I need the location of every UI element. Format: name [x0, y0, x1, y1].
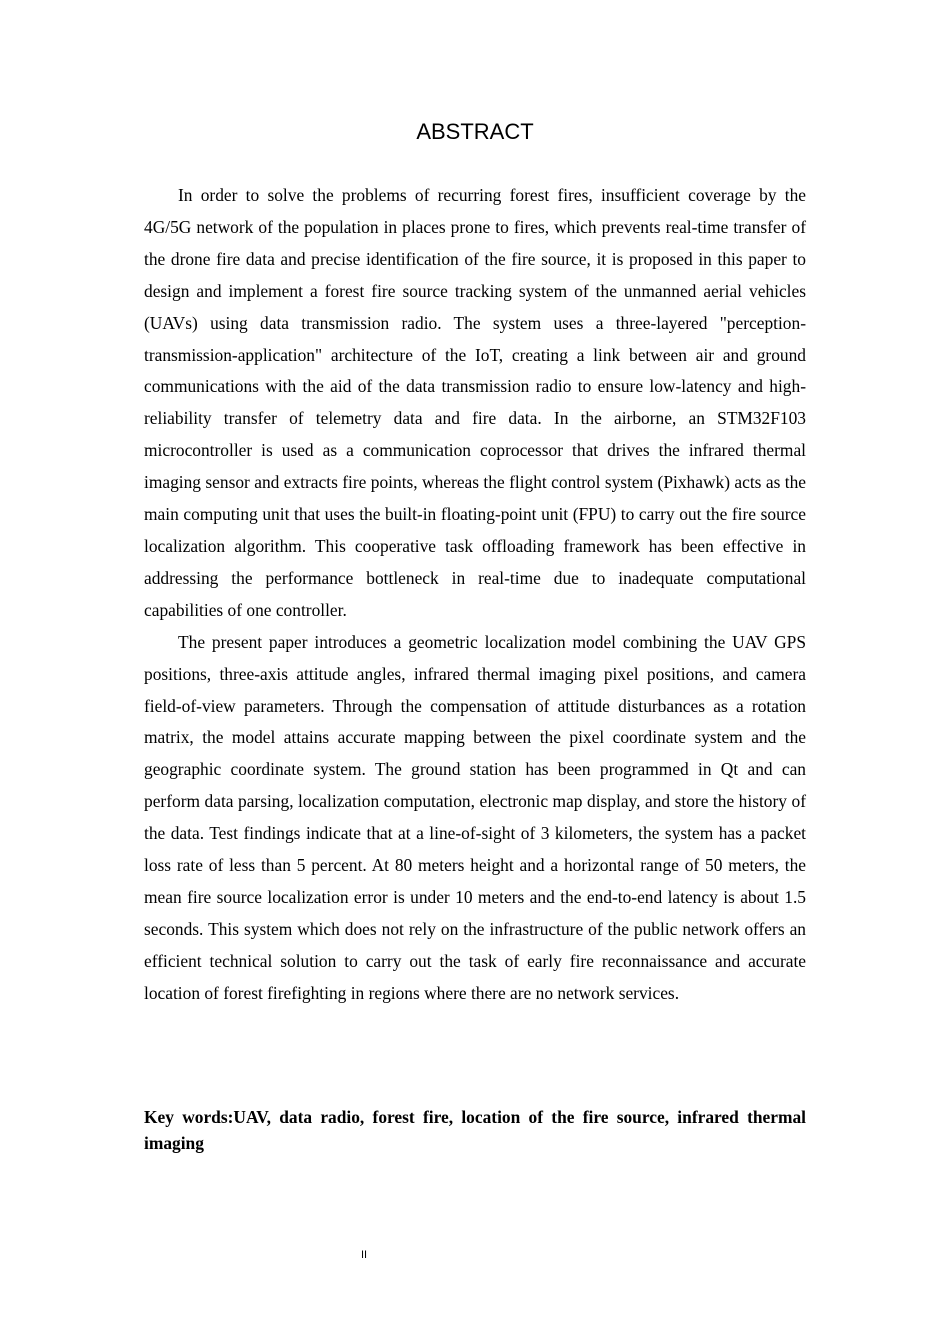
keywords: Key words:UAV, data radio, forest fire, location of the fire source, infrared thermal imaging — [144, 1107, 806, 1153]
page-number: II — [360, 1249, 368, 1261]
abstract-paragraph-2: The present paper introduces a geometric localization model combining the UAV GPS positions, three-axis attitude angles, infrared thermal imaging pixel positions, and camera field-of-view parameters. Through the compensation of attitude disturbances as a rotation matrix, the model attains accurate mapping between the pixel coordinate system and the geographic coordinate system. The ground station has been programmed in Qt and can perform data parsing, localization computation, electronic map display, and store the history of the data. Test findings indicate that at a line-of-sight of 3 kilometers, the system has a packet loss rate of less than 5 percent. At 80 meters height and a horizontal range of 50 meters, the mean fire source localization error is under 10 meters and the end-to-end latency is about 1.5 seconds. This system which does not rely on the infrastructure of the public network offers an efficient technical solution to carry out the task of early fire reconnaissance and accurate location of forest firefighting in regions where there are no network services. — [144, 631, 806, 1003]
abstract-paragraph-1: In order to solve the problems of recurring forest fires, insufficient coverage by the 4G/5G network of the population in places prone to fires, which prevents real-time transfer of the drone fire data and precise identification of the fire source, it is proposed in this paper to design and implement a forest fire source tracking system of the unmanned aerial vehicles (UAVs) using data transmission radio. The system uses a three-layered "perception-transmission-application" architecture of the IoT, creating a link between air and ground communications with the aid of the data transmission radio to ensure low-latency and high-reliability transfer of telemetry data and fire data. In the airborne, an STM32F103 microcontroller is used as a communication coprocessor that drives the infrared thermal imaging sensor and extracts fire points, whereas the flight control system (Pixhawk) acts as the main computing unit that uses the built-in floating-point unit (FPU) to carry out the fire source localization algorithm. This cooperative task offloading framework has been effective in addressing the performance bottleneck in real-time due to inadequate computational capabilities of one controller. — [144, 185, 806, 620]
abstract-body — [144, 180, 806, 1010]
abstract-title: ABSTRACT — [416, 119, 534, 144]
